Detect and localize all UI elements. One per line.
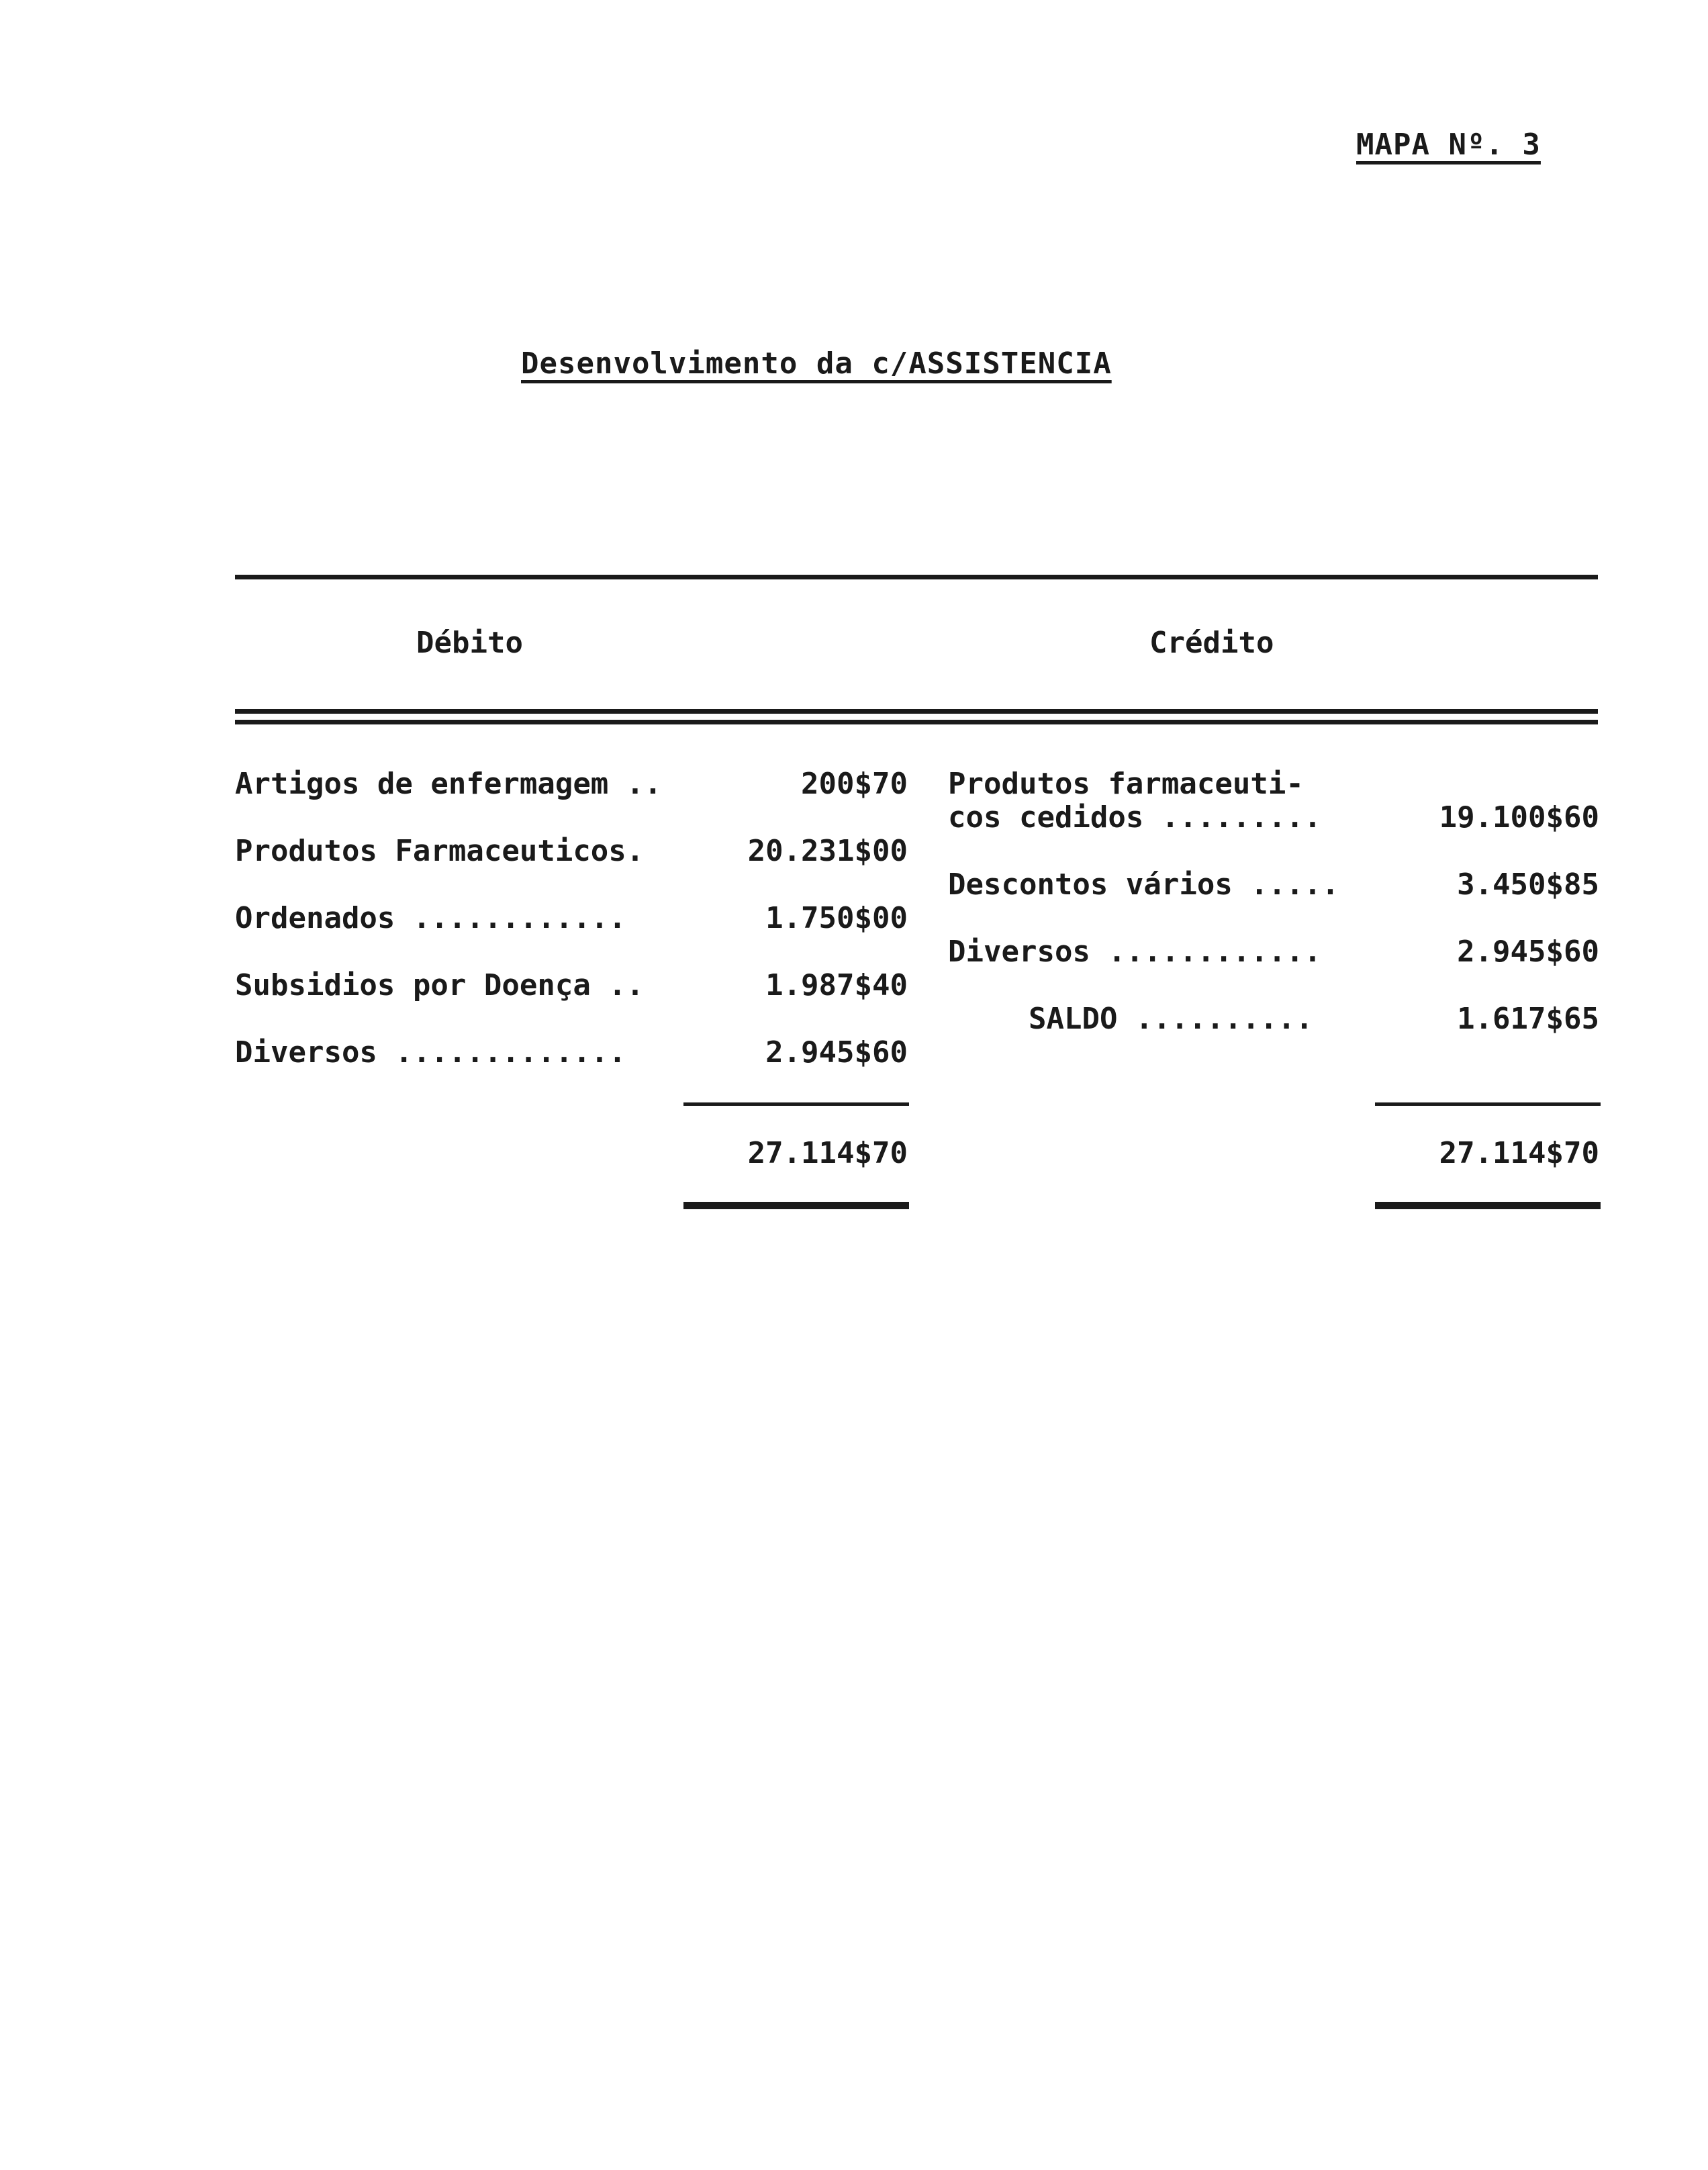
debit-total: 27.114$70 <box>747 1136 908 1170</box>
credit-amount: 19.100$60 <box>1439 800 1599 835</box>
debit-subtotal-rule <box>683 1102 909 1106</box>
debit-label: Produtos Farmaceuticos. <box>235 834 645 868</box>
debit-total-rule <box>683 1202 909 1209</box>
debit-amount: 1.750$00 <box>765 901 908 935</box>
map-number: MAPA Nº. 3 <box>1356 128 1541 162</box>
credit-label: SALDO .......... <box>1029 1002 1313 1036</box>
debit-label: Artigos de enfermagem .. <box>235 767 662 801</box>
debit-amount: 200$70 <box>801 767 908 801</box>
credit-total-rule <box>1375 1202 1601 1209</box>
credit-label: Diversos ............ <box>948 935 1322 969</box>
debit-label: Diversos ............. <box>235 1035 626 1070</box>
document-title: Desenvolvimento da c/ASSISTENCIA <box>521 346 1112 381</box>
debit-header: Débito <box>416 626 523 660</box>
credit-amount: 1.617$65 <box>1457 1002 1599 1036</box>
header-double-rule-top <box>235 709 1598 714</box>
debit-amount: 1.987$40 <box>765 968 908 1002</box>
credit-amount: 2.945$60 <box>1457 935 1599 969</box>
credit-label: Descontos vários ..... <box>948 867 1339 902</box>
debit-label: Subsidios por Doença .. <box>235 968 645 1002</box>
credit-label: cos cedidos ......... <box>948 800 1322 835</box>
credit-label: Produtos farmaceuti- <box>948 767 1304 801</box>
credit-amount: 3.450$85 <box>1457 867 1599 902</box>
top-rule <box>235 575 1598 579</box>
credit-total: 27.114$70 <box>1439 1136 1599 1170</box>
credit-header: Crédito <box>1149 626 1274 660</box>
debit-amount: 20.231$00 <box>747 834 908 868</box>
debit-label: Ordenados ............ <box>235 901 626 935</box>
credit-subtotal-rule <box>1375 1102 1601 1106</box>
debit-amount: 2.945$60 <box>765 1035 908 1070</box>
header-double-rule-bottom <box>235 720 1598 724</box>
